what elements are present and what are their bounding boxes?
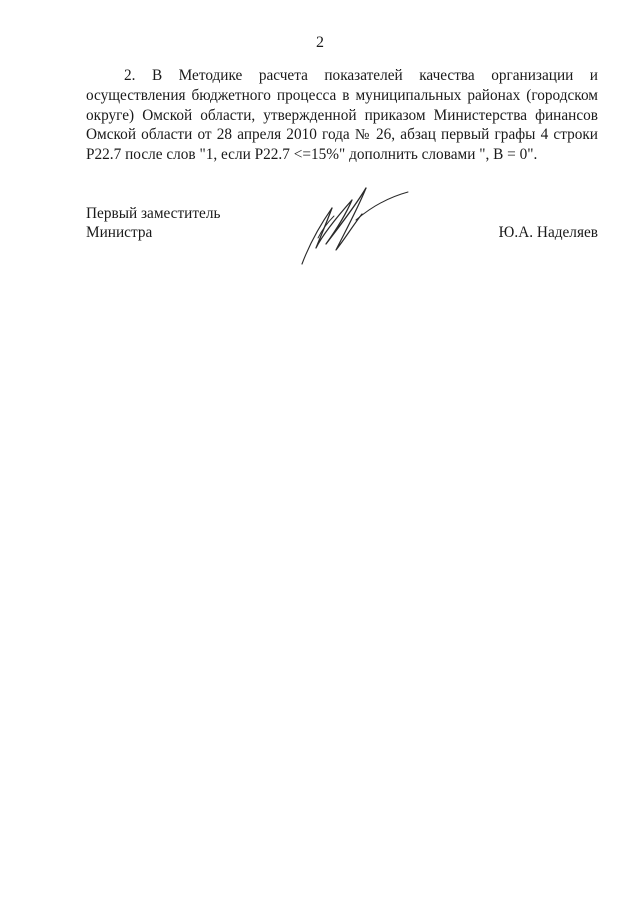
- signer-title-line2: Министра: [86, 224, 153, 241]
- signer-title-line1: Первый заместитель: [86, 205, 221, 222]
- handwritten-signature: [296, 178, 416, 270]
- amendment-paragraph: 2. В Методике расчета показателей качества организации и осуществления бюджетного процесса в муниципальных районах (городском округе) Омской области, утвержденной приказом Министерства финансов Омской области от 28 апреля 2010 года № 26, абзац первый графы 4 строки P22.7 после слов "1, если P22.7 <=15%" дополнить словами ", В = 0".: [86, 67, 598, 164]
- page-number: 2: [316, 34, 324, 51]
- signer-name: Ю.А. Наделяев: [498, 224, 598, 241]
- signer-title: [86, 204, 220, 242]
